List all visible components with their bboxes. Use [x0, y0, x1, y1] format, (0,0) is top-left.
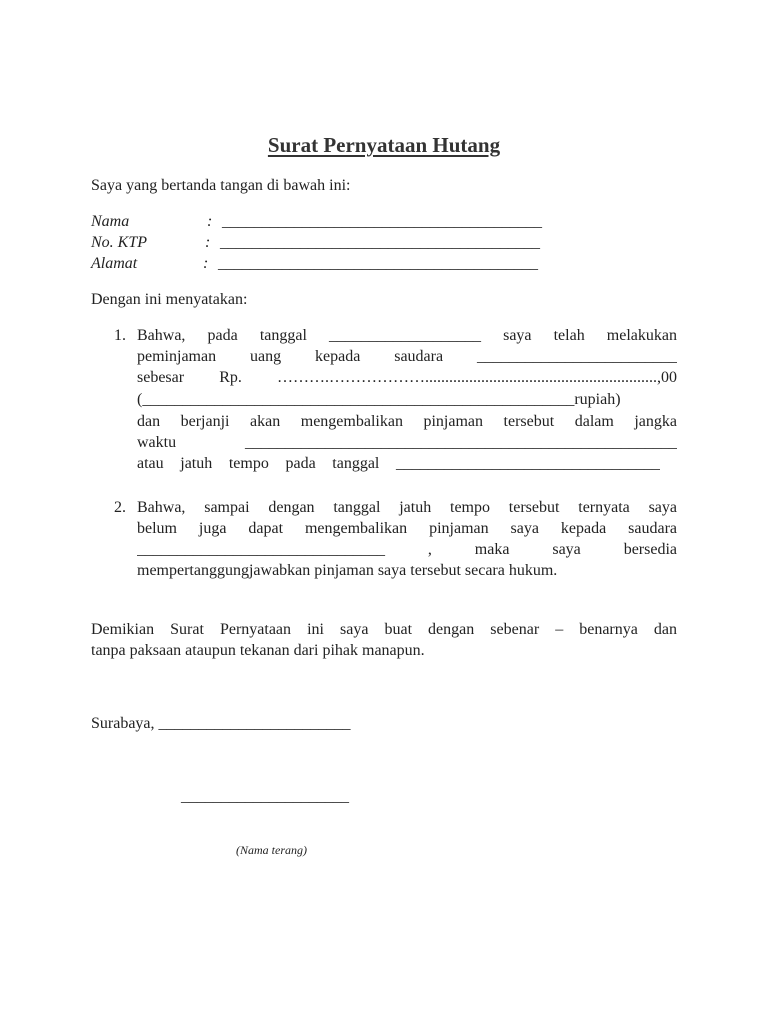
field-separator-alamat: : — [203, 255, 209, 272]
field-label-nama: Nama — [91, 213, 130, 230]
item2-number: 2. — [114, 499, 126, 516]
item1-line-4: (______________________________________________________rupiah) — [137, 391, 621, 408]
statement-intro: Dengan ini menyatakan: — [91, 291, 248, 308]
item2-line-3: _______________________________ , maka saya bersedia — [137, 541, 677, 558]
document-title: Surat Pernyataan Hutang — [267, 133, 501, 157]
item1-line-7: atau jatuh tempo pada tanggal _________________________________ — [137, 455, 660, 472]
intro-text: Saya yang bertanda tangan di bawah ini: — [91, 177, 351, 194]
item2-line-4: mempertanggungjawabkan pinjaman saya tersebut secara hukum. — [137, 562, 558, 579]
item1-line-3: sebesar Rp. ……….………………..........................................................,00 — [137, 369, 677, 386]
field-blank-ktp: ________________________________________ — [220, 234, 540, 251]
field-blank-nama: ________________________________________ — [222, 213, 542, 230]
item2-line-2: belum juga dapat mengembalikan pinjaman saya kepada saudara — [137, 520, 677, 537]
field-separator-ktp: : — [205, 234, 211, 251]
field-separator-nama: : — [207, 213, 213, 230]
item2-line-1: Bahwa, sampai dengan tanggal jatuh tempo tersebut ternyata saya — [137, 499, 677, 516]
signature-line: _____________________ — [181, 788, 349, 805]
field-blank-alamat: ________________________________________ — [218, 255, 538, 272]
field-label-alamat: Alamat — [91, 255, 138, 272]
closing-line-2: tanpa paksaan ataupun tekanan dari pihak manapun. — [91, 642, 425, 659]
item1-line-5: dan berjanji akan mengembalikan pinjaman tersebut dalam jangka — [137, 413, 677, 430]
item1-line-1: Bahwa, pada tanggal ___________________ saya telah melakukan — [137, 327, 677, 344]
place-date: Surabaya, ________________________ — [91, 715, 351, 732]
signature-caption: (Nama terang) — [236, 843, 307, 857]
item1-number: 1. — [114, 327, 126, 344]
item1-line-6: waktu ______________________________________________________ — [137, 434, 677, 451]
item1-line-2: peminjaman uang kepada saudara _________________________ — [137, 348, 677, 365]
field-label-ktp: No. KTP — [91, 234, 148, 251]
closing-line-1: Demikian Surat Pernyataan ini saya buat dengan sebenar – benarnya dan — [91, 621, 677, 638]
